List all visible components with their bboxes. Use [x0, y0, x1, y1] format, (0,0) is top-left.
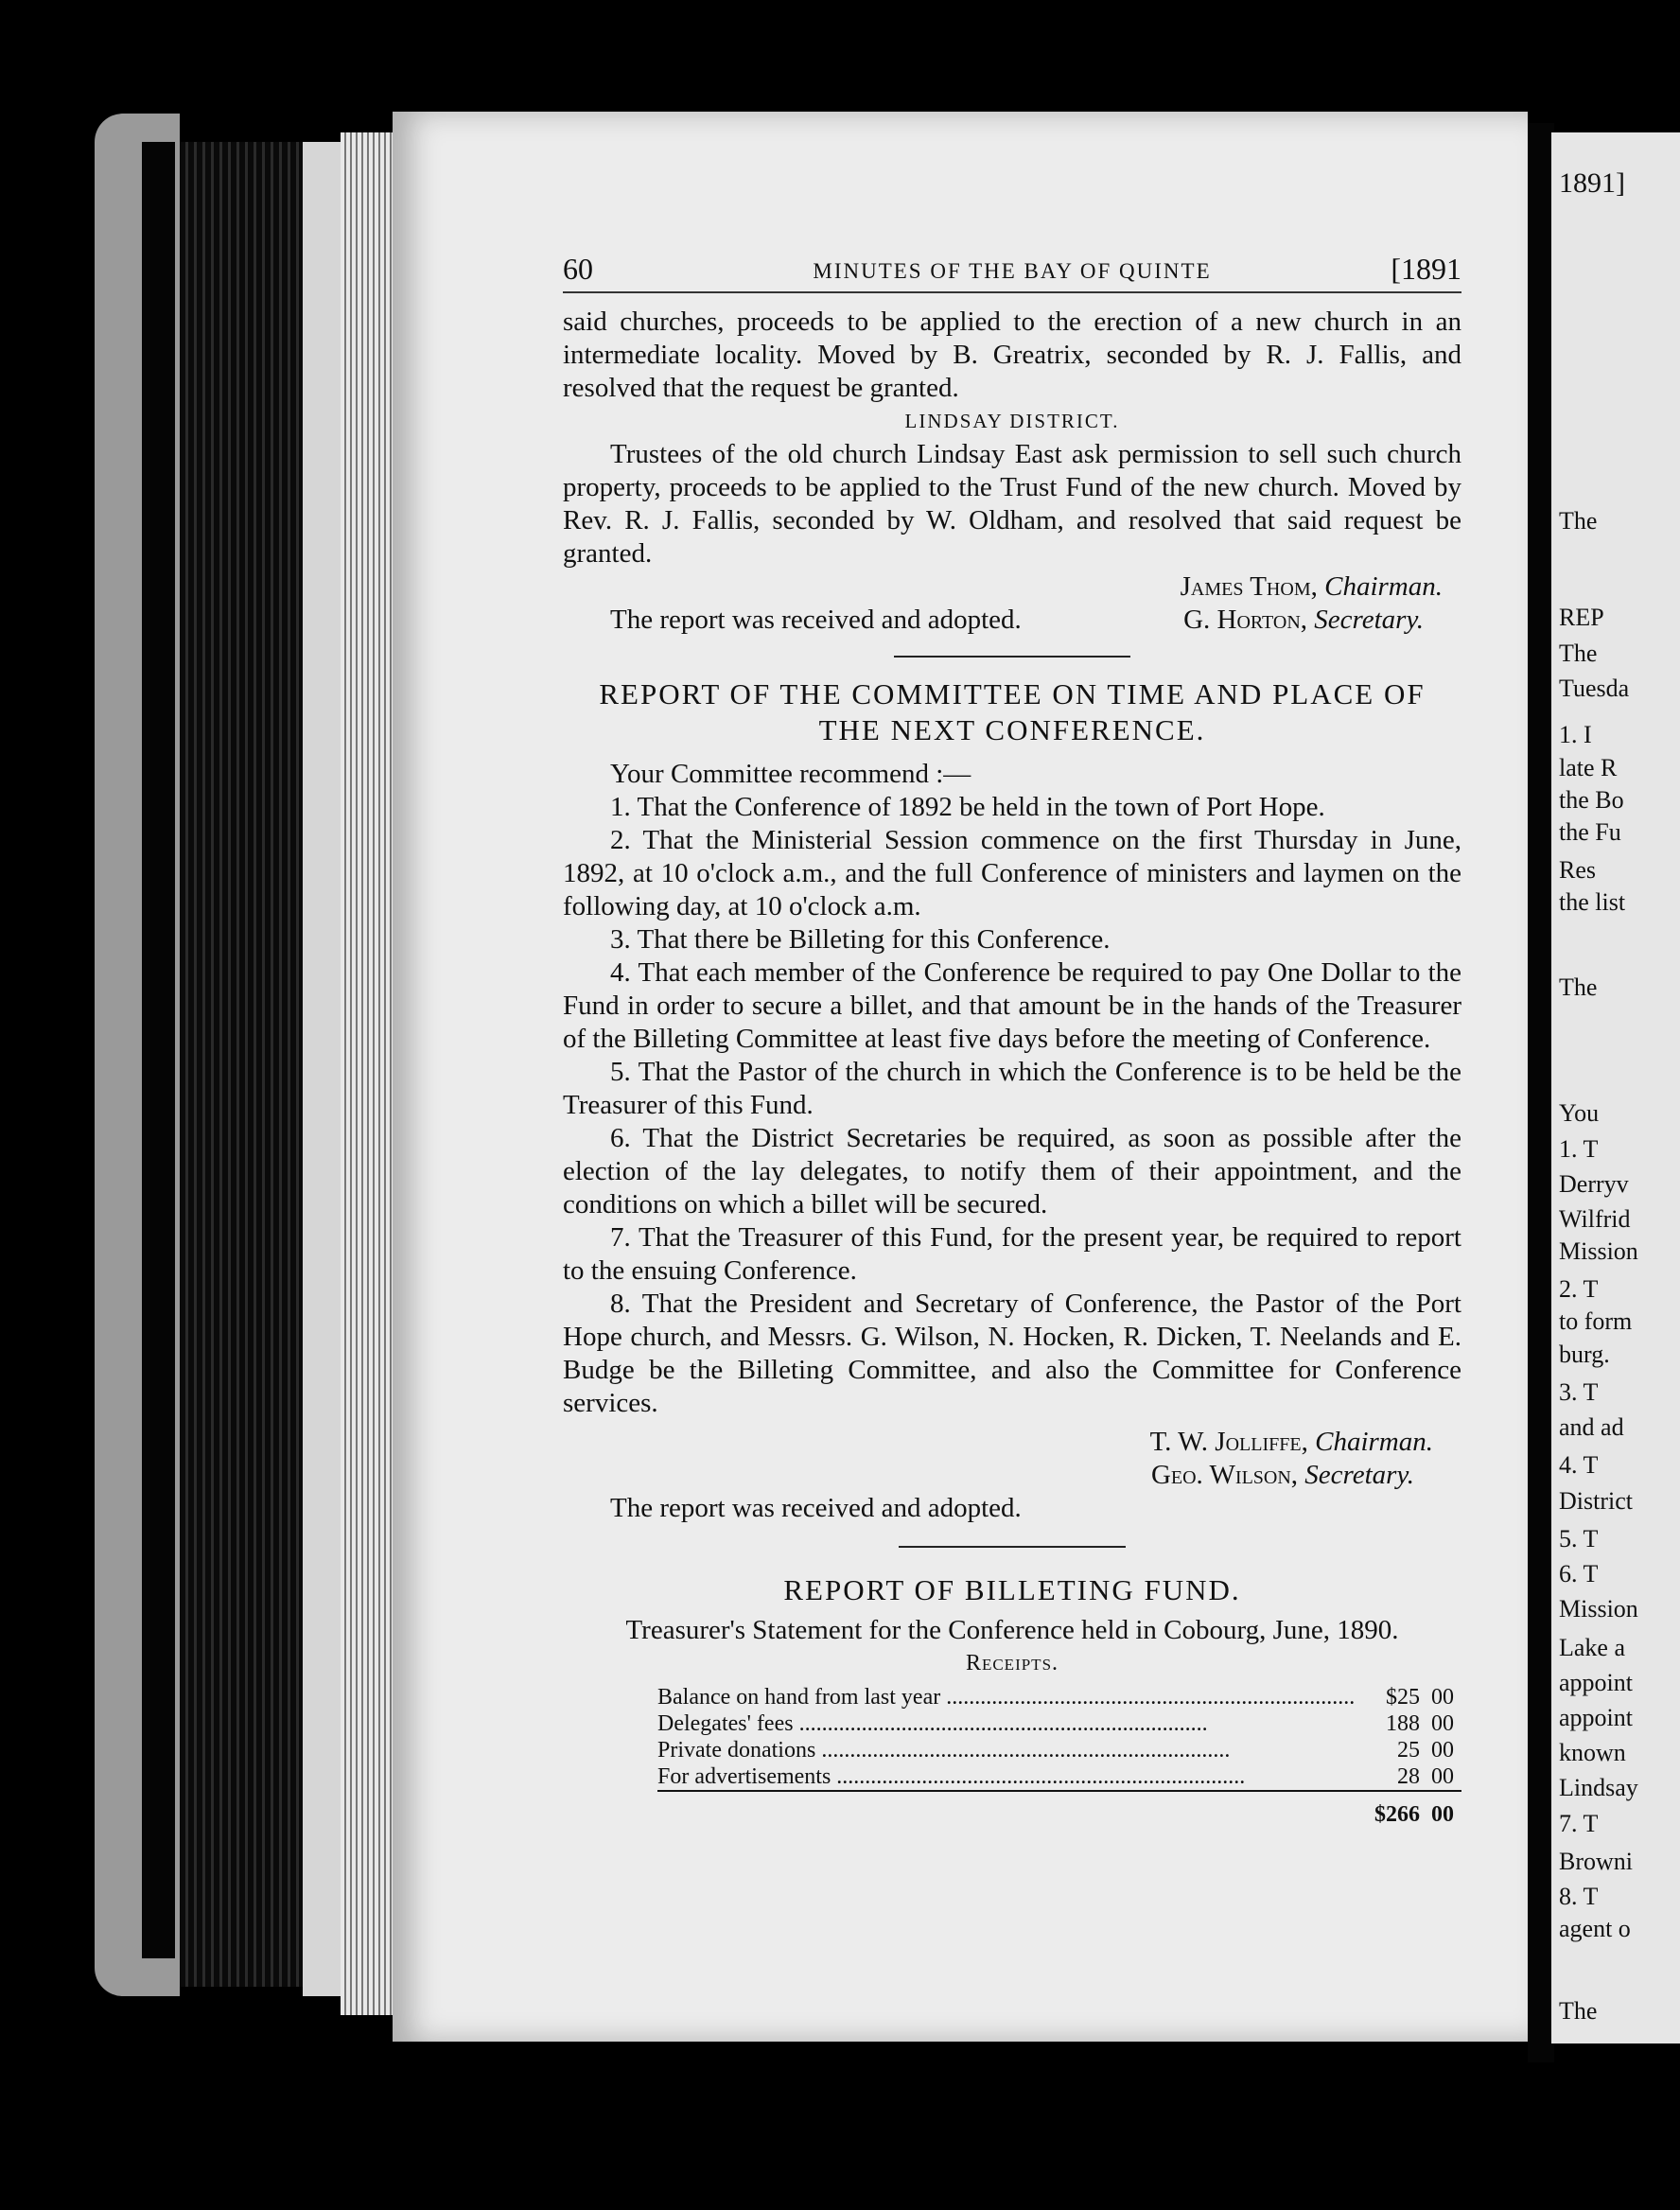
facing-page-text: The: [1559, 639, 1598, 667]
receipt-label: For advertisements ........................................................................: [657, 1764, 1246, 1789]
facing-page-text: 1. I: [1559, 721, 1592, 749]
recommendation-item: 3. That there be Billeting for this Conference.: [610, 924, 1111, 955]
receipt-row: [657, 1763, 1461, 1791]
time-place-chairman-signature: [563, 1426, 1461, 1459]
receipt-cents: 00: [1431, 1764, 1455, 1789]
page-number: 60: [563, 252, 593, 286]
facing-page-text: 7. T: [1559, 1809, 1599, 1837]
facing-page-text: Mission: [1559, 1237, 1638, 1265]
receipt-cents: 00: [1431, 1738, 1455, 1763]
facing-page-text: Lake a: [1559, 1633, 1626, 1661]
facing-page-text: appoint: [1559, 1668, 1633, 1696]
facing-page-text: Tuesda: [1559, 674, 1630, 702]
facing-page-text: You: [1559, 1099, 1600, 1128]
facing-page-text: late R: [1559, 753, 1618, 781]
receipt-dollars: $25: [1386, 1685, 1421, 1710]
recommendation-item: 2. That the Ministerial Session commence on the first Thursday in June, 1892, at 10 o'clock a.m., and the full Conference of ministers and laymen on the following day, at 10 o'clock a.m.: [563, 825, 1461, 921]
receipt-cents: 00: [1431, 1711, 1455, 1736]
recommendation-item: 1. That the Conference of 1892 be held in the town of Port Hope.: [610, 792, 1325, 822]
facing-page-text: 1891]: [1559, 167, 1625, 199]
facing-page-text: agent o: [1559, 1915, 1631, 1943]
facing-page-text: 1. T: [1559, 1134, 1599, 1163]
secretary-name: Geo. Wilson,: [1150, 1460, 1299, 1490]
facing-page-text: known: [1559, 1739, 1626, 1767]
recommendation-item: 6. That the District Secretaries be required, as soon as possible after the election of the lay delegates, to notify them of their appointment, and the conditions on which a billet will be secured.: [563, 1123, 1461, 1219]
lindsay-paragraph: Trustees of the old church Lindsay East ask permission to sell such church property, proceeds to be applied to the Trust Fund of the new church. Moved by Rev. R. J. Fallis, seconded by W. Oldham, and resolved that said request be granted.: [563, 439, 1461, 569]
facing-page-text: 6. T: [1559, 1560, 1599, 1587]
heading-line: REPORT OF THE COMMITTEE ON TIME AND PLACE OF: [599, 677, 1426, 710]
facing-page-text: REP: [1559, 604, 1604, 632]
left-book-edge: [0, 0, 407, 2210]
receipt-label: Private donations ........................................................................: [657, 1738, 1231, 1763]
facing-page-text: burg.: [1559, 1340, 1610, 1368]
lindsay-chairman-signature: [563, 570, 1461, 604]
total-rule: [657, 1791, 1461, 1801]
chairman-role: Chairman.: [1315, 1427, 1433, 1457]
adopted-statement: The report was received and adopted.: [610, 1493, 1022, 1523]
receipt-cents: 00: [1431, 1685, 1455, 1710]
facing-page-text: the Fu: [1559, 817, 1621, 846]
receipt-row: [657, 1737, 1461, 1763]
lindsay-adopted-row: [563, 604, 1461, 637]
receipt-dollars: 25: [1397, 1738, 1421, 1763]
receipt-row: [657, 1710, 1461, 1737]
recommendation-item: 8. That the President and Secretary of Conference, the Pastor of the Port Hope church, and Messrs. G. Wilson, N. Hocken, R. Dicken, T. Neelands and E. Budge be the Billeting Committee, and also the Committee for Conference services.: [563, 1289, 1461, 1418]
treasurer-statement: Treasurer's Statement for the Conference held in Cobourg, June, 1890.: [625, 1615, 1399, 1645]
facing-page-text: the Bo: [1559, 785, 1624, 814]
facing-page-text: District: [1559, 1486, 1633, 1515]
chairman-role: Chairman.: [1324, 571, 1443, 602]
chairman-name: T. W. Jolliffe,: [1149, 1427, 1308, 1457]
committee-intro: Your Committee recommend :—: [610, 759, 971, 789]
section-divider: [899, 1546, 1126, 1548]
running-header: [563, 252, 1461, 293]
total-row: [657, 1801, 1461, 1828]
opening-paragraph: said churches, proceeds to be applied to the erection of a new church in an intermediate locality. Moved by B. Greatrix, seconded by R. J. Fallis, and resolved that the request be granted.: [563, 307, 1461, 403]
facing-page-text: to form: [1559, 1307, 1633, 1336]
facing-page-text: Derryv: [1559, 1169, 1629, 1198]
secretary-name: G. Horton,: [1183, 605, 1308, 635]
running-title: MINUTES OF THE BAY OF QUINTE: [813, 259, 1212, 283]
adopted-statement: The report was received and adopted.: [610, 605, 1022, 635]
facing-page-text: and ad: [1559, 1413, 1624, 1441]
time-place-secretary-signature: [563, 1459, 1461, 1492]
facing-page-text: Wilfrid: [1559, 1204, 1631, 1233]
lindsay-secretary-signature: [1183, 604, 1461, 637]
recommendation-item: 4. That each member of the Conference be required to pay One Dollar to the Fund in order to secure a billet, and that amount be in the hands of the Treasurer of the Billeting Committee at least five days before the meeting of Conference.: [563, 957, 1461, 1054]
billeting-heading: REPORT OF BILLETING FUND.: [783, 1573, 1241, 1606]
time-place-heading: [563, 676, 1461, 748]
chairman-name: James Thom,: [1180, 571, 1318, 602]
receipts-heading: Receipts.: [965, 1651, 1059, 1675]
heading-line: THE NEXT CONFERENCE.: [818, 713, 1206, 746]
document-page: [393, 112, 1528, 2042]
recommendation-item: 5. That the Pastor of the church in which the Conference is to be held be the Treasurer of this Fund.: [563, 1057, 1461, 1120]
page-body: [563, 306, 1461, 1828]
receipt-label: Balance on hand from last year ........................................................................: [657, 1685, 1356, 1710]
receipt-row: [657, 1684, 1461, 1710]
book-gutter: [1528, 123, 1554, 2062]
facing-page-text: Browni: [1559, 1847, 1633, 1875]
facing-page-text: 5. T: [1559, 1524, 1599, 1552]
facing-page-text: The: [1559, 973, 1598, 1001]
facing-page-text: The: [1559, 507, 1598, 535]
book-spine-shadow: [142, 142, 175, 1958]
page-stack-edges: [341, 132, 397, 2015]
facing-page-text: 3. T: [1559, 1377, 1599, 1406]
facing-page-text: 4. T: [1559, 1451, 1599, 1480]
recommendation-item: 7. That the Treasurer of this Fund, for the present year, be required to report to the ensuing Conference.: [563, 1222, 1461, 1286]
facing-page-text: Res: [1559, 856, 1596, 884]
header-year: [1891: [1391, 252, 1461, 286]
facing-page-text: 8. T: [1559, 1883, 1599, 1910]
facing-page-text: The: [1559, 1996, 1598, 2025]
district-heading: LINDSAY DISTRICT.: [904, 410, 1120, 432]
receipt-dollars: 188: [1386, 1711, 1421, 1736]
facing-page-text: Mission: [1559, 1595, 1638, 1623]
page-stack-dark: [180, 142, 303, 1987]
page-stack-light: [303, 142, 341, 1996]
facing-page: [1551, 132, 1680, 2043]
facing-page-text: Lindsay: [1559, 1774, 1638, 1802]
secretary-role: Secretary.: [1304, 1460, 1414, 1490]
total-dollars: $266: [1374, 1802, 1421, 1827]
facing-page-text: the list: [1559, 888, 1626, 917]
receipt-label: Delegates' fees ........................................................................: [657, 1711, 1208, 1736]
receipt-dollars: 28: [1397, 1764, 1421, 1789]
total-cents: 00: [1431, 1802, 1455, 1827]
facing-page-text: 2. T: [1559, 1275, 1599, 1304]
receipts-table: [657, 1684, 1461, 1828]
facing-page-text: appoint: [1559, 1703, 1633, 1731]
secretary-role: Secretary.: [1314, 605, 1424, 635]
section-divider: [894, 656, 1130, 658]
